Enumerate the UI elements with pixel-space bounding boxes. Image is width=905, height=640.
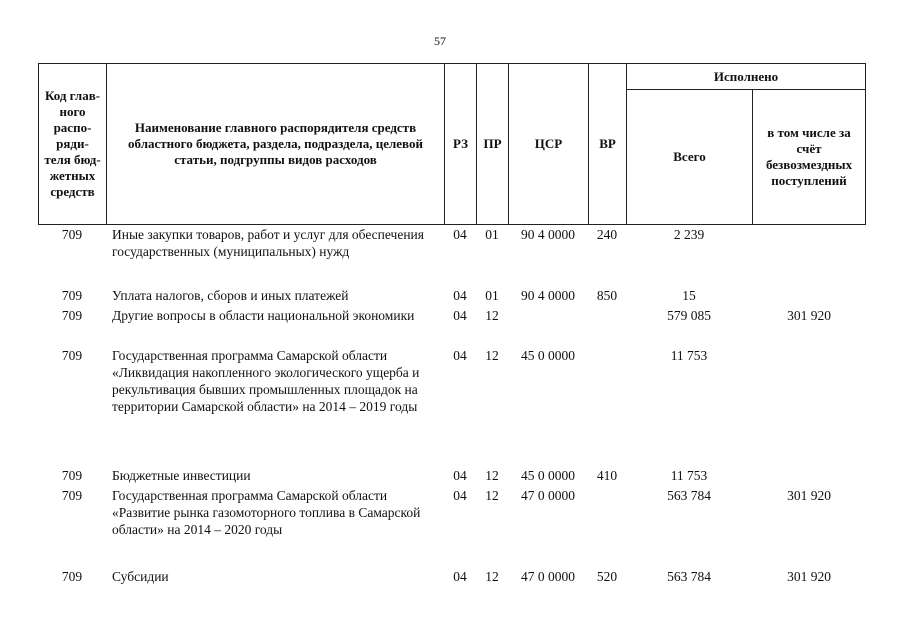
cell-rz: 04 xyxy=(453,348,467,363)
cell-csr: 45 0 0000 xyxy=(521,468,575,483)
cell-rz: 04 xyxy=(453,288,467,303)
cell-vr: 520 xyxy=(596,569,618,584)
cell-rz: 04 xyxy=(453,468,467,483)
cell-csr: 47 0 0000 xyxy=(521,569,575,584)
cell-total: 15 xyxy=(682,288,696,303)
cell-vr: 850 xyxy=(596,288,618,303)
cell-pr: 01 xyxy=(485,227,499,242)
header-code: Код глав- ного распо- ряди- теля бюд- жетных средств xyxy=(39,64,107,224)
cell-free: 301 920 xyxy=(787,308,831,323)
cell-csr: 90 4 0000 xyxy=(521,227,575,242)
cell-rz: 04 xyxy=(453,308,467,323)
cell-code: 709 xyxy=(61,227,83,242)
cell-code: 709 xyxy=(61,488,83,503)
cell-vr: 410 xyxy=(596,468,618,483)
cell-rz: 04 xyxy=(453,227,467,242)
cell-pr: 12 xyxy=(485,569,499,584)
cell-code: 709 xyxy=(61,288,83,303)
cell-pr: 01 xyxy=(485,288,499,303)
cell-pr: 12 xyxy=(485,468,499,483)
cell-total: 579 085 xyxy=(667,308,711,323)
cell-free: 301 920 xyxy=(787,488,831,503)
cell-csr: 45 0 0000 xyxy=(521,348,575,363)
cell-csr: 47 0 0000 xyxy=(521,488,575,503)
header-name: Наименование главного распорядителя средств областного бюджета, раздела, подраздела, целевой статьи, подгруппы видов расходов xyxy=(107,64,445,224)
header-pr: ПР xyxy=(477,64,509,224)
cell-code: 709 xyxy=(61,308,83,323)
cell-total: 11 753 xyxy=(670,468,708,483)
header-total: Всего xyxy=(627,89,753,224)
cell-csr: 90 4 0000 xyxy=(521,288,575,303)
cell-free: 301 920 xyxy=(787,569,831,584)
table-header xyxy=(38,63,866,225)
cell-name: Иные закупки товаров, работ и услуг для обеспечения государственных (муниципальных) нужд xyxy=(112,227,424,259)
cell-name: Государственная программа Самарской области «Развитие рынка газомоторного топлива в Самарской области» на 2014 – 2020 годы xyxy=(112,488,421,537)
cell-vr: 240 xyxy=(596,227,618,242)
cell-pr: 12 xyxy=(485,308,499,323)
cell-name: Другие вопросы в области национальной экономики xyxy=(112,308,415,323)
cell-pr: 12 xyxy=(485,488,499,503)
cell-code: 709 xyxy=(61,569,83,584)
cell-name: Государственная программа Самарской области «Ликвидация накопленного экологического ущерба и рекультивация бывших промышленных площадок на территории Самарской области» на 2014 – 2019 годы xyxy=(112,348,420,414)
cell-total: 563 784 xyxy=(667,488,711,503)
cell-rz: 04 xyxy=(453,488,467,503)
header-executed-group xyxy=(627,64,865,224)
page-number: 57 xyxy=(434,34,446,48)
cell-total: 2 239 xyxy=(673,227,705,242)
header-csr: ЦСР xyxy=(509,64,589,224)
cell-total: 563 784 xyxy=(667,569,711,584)
cell-total: 11 753 xyxy=(670,348,708,363)
cell-name: Бюджетные инвестиции xyxy=(112,468,251,483)
header-vr: ВР xyxy=(589,64,627,224)
cell-code: 709 xyxy=(61,348,83,363)
header-executed: Исполнено xyxy=(627,64,865,90)
cell-name: Субсидии xyxy=(112,569,169,584)
cell-pr: 12 xyxy=(485,348,499,363)
header-free: в том числе за счёт безвозмездных поступлений xyxy=(765,124,853,188)
cell-name: Уплата налогов, сборов и иных платежей xyxy=(112,288,349,303)
header-rz: РЗ xyxy=(445,64,477,224)
cell-code: 709 xyxy=(61,468,83,483)
cell-rz: 04 xyxy=(453,569,467,584)
